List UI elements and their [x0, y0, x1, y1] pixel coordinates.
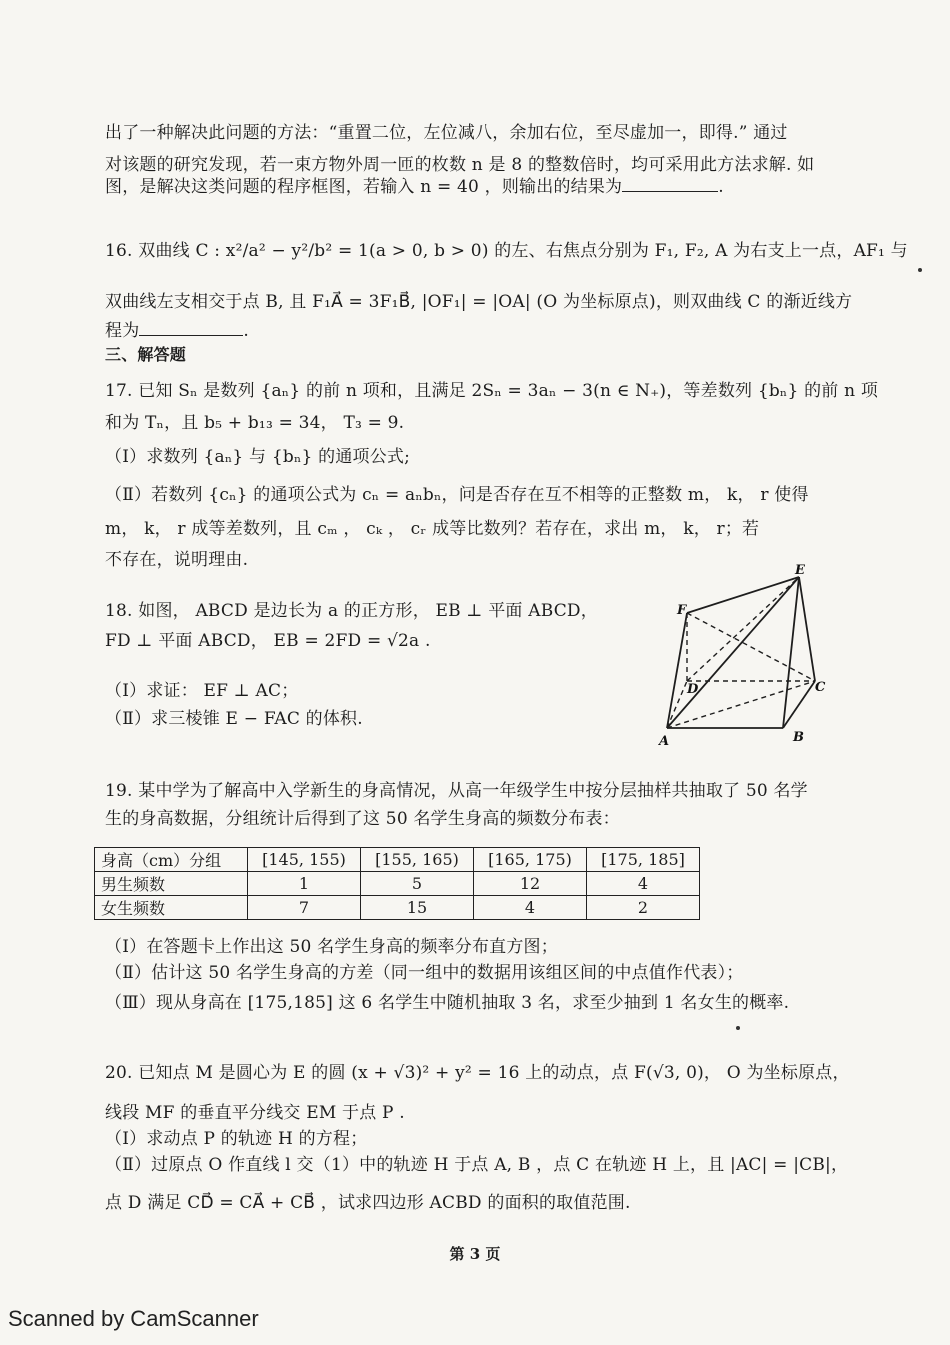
- q15-line-3-end: .: [718, 177, 724, 197]
- table-header-cell: [145, 155): [248, 848, 361, 872]
- q19-line-3: （Ⅰ）在答题卡上作出这 50 名学生身高的频率分布直方图；: [105, 937, 558, 957]
- edge-fc: [687, 613, 815, 681]
- scan-speck: [918, 268, 922, 272]
- section-heading: 三、解答题: [105, 345, 187, 364]
- frequency-table: [94, 847, 700, 920]
- label-a: A: [659, 734, 670, 748]
- table-cell: 4: [474, 896, 587, 920]
- q16-line-3-text: 程为: [105, 321, 140, 341]
- table-header-cell: [165, 175): [474, 848, 587, 872]
- table-cell: 7: [248, 896, 361, 920]
- q20-line-3: （Ⅰ）求动点 P 的轨迹 H 的方程；: [105, 1129, 368, 1149]
- q19-line-2: 生的身高数据，分组统计后得到了这 50 名学生身高的频数分布表：: [105, 809, 620, 829]
- q17-line-2: 和为 Tₙ，且 b₅ + b₁₃ = 34， T₃ = 9.: [105, 413, 405, 433]
- answer-blank: [622, 175, 718, 192]
- q20-line-5: 点 D 满足 CD⃗ = CA⃗ + CB⃗ ，试求四边形 ACBD 的面积的取值范围.: [105, 1193, 631, 1213]
- page-number: 第 3 页: [449, 1245, 501, 1263]
- q18-line-4: （Ⅱ）求三棱锥 E − FAC 的体积.: [105, 709, 363, 729]
- table-cell: 12: [474, 872, 587, 896]
- q15-line-1: 出了一种解决此问题的方法：“重置二位，左位减八，余加右位，至尽虚加一，即得.” 通过: [105, 123, 788, 143]
- table-cell: 2: [587, 896, 700, 920]
- q20-line-4: （Ⅱ）过原点 O 作直线 l 交（1）中的轨迹 H 于点 A, B ，点 C 在轨迹 H 上，且 |AC| = |CB|，: [105, 1155, 849, 1175]
- q17-line-4: （Ⅱ）若数列 {cₙ} 的通项公式为 cₙ = aₙbₙ，问是否存在互不相等的正整数 m， k， r 使得: [105, 485, 809, 505]
- table-cell: 男生频数: [95, 872, 248, 896]
- label-e: E: [795, 563, 805, 578]
- table-header-cell: [175, 185]: [587, 848, 700, 872]
- table-header-cell: [155, 165): [361, 848, 474, 872]
- answer-blank: [139, 319, 243, 336]
- q20-line-1: 20. 已知点 M 是圆心为 E 的圆 (x + √3)² + y² = 16 上的动点，点 F(√3, 0)， O 为坐标原点，: [105, 1063, 850, 1083]
- table-cell: 1: [248, 872, 361, 896]
- edge-af: [667, 613, 687, 728]
- q19-line-1: 19. 某中学为了解高中入学新生的身高情况，从高一年级学生中按分层抽样共抽取了 50 名学: [105, 781, 808, 801]
- q16-line-3-end: .: [243, 321, 250, 341]
- q16-line-2: 双曲线左支相交于点 B, 且 F₁A⃗ = 3F₁B⃗, |OF₁| = |OA| (O 为坐标原点)，则双曲线 C 的渐近线方: [105, 292, 853, 312]
- q18-line-2: FD ⊥ 平面 ABCD， EB = 2FD = √2a .: [105, 631, 431, 651]
- table-row: [95, 896, 700, 920]
- label-d: D: [687, 682, 699, 697]
- table-row: [95, 872, 700, 896]
- edge-eb: [783, 577, 799, 728]
- q17-line-3: （Ⅰ）求数列 {aₙ} 与 {bₙ} 的通项公式;: [105, 447, 411, 467]
- q20-line-2: 线段 MF 的垂直平分线交 EM 于点 P .: [105, 1103, 405, 1123]
- label-b: B: [793, 730, 804, 745]
- table-cell: 5: [361, 872, 474, 896]
- q17-line-5: m， k， r 成等差数列，且 cₘ ， cₖ ， cᵣ 成等比数列？若存在，求出 m， k， r；若: [105, 519, 760, 539]
- q18-line-3: （Ⅰ）求证： EF ⊥ AC；: [105, 681, 299, 701]
- edge-ec: [799, 577, 815, 681]
- q19-line-4: （Ⅱ）估计这 50 名学生身高的方差（同一组中的数据用该组区间的中点值作代表）；: [105, 963, 744, 983]
- edge-ad: [667, 681, 687, 728]
- q15-line-2: 对该题的研究发现，若一束方物外周一匝的枚数 n 是 8 的整数倍时，均可采用此方法求解. 如: [105, 155, 815, 175]
- q15-line-3-text: 图，是解决这类问题的程序框图，若输入 n = 40 ，则输出的结果为: [105, 177, 623, 197]
- label-f: F: [677, 603, 687, 618]
- table-cell: 15: [361, 896, 474, 920]
- q17-line-6: 不存在，说明理由.: [105, 550, 249, 570]
- q16-line-1: 16. 双曲线 C : x²/a² − y²/b² = 1(a > 0, b > 0) 的左、右焦点分别为 F₁, F₂, A 为右支上一点，AF₁ 与: [105, 241, 908, 261]
- table-header-cell: 身高（cm）分组: [95, 848, 248, 872]
- q18-line-1: 18. 如图， ABCD 是边长为 a 的正方形， EB ⊥ 平面 ABCD，: [105, 601, 598, 621]
- scanner-watermark: Scanned by CamScanner: [8, 1306, 259, 1331]
- edge-de: [687, 577, 799, 681]
- q15-line-3: [105, 172, 724, 197]
- pyramid-figure: [655, 563, 835, 748]
- q19-line-5: （Ⅲ）现从身高在 [175,185] 这 6 名学生中随机抽取 3 名，求至少抽到 1 名女生的概率.: [105, 993, 790, 1013]
- label-c: C: [815, 680, 826, 695]
- q17-line-1: 17. 已知 Sₙ 是数列 {aₙ} 的前 n 项和，且满足 2Sₙ = 3aₙ − 3(n ∈ N₊)，等差数列 {bₙ} 的前 n 项: [105, 381, 879, 401]
- scan-speck: [736, 1026, 740, 1030]
- table-header-row: [95, 848, 700, 872]
- q16-line-3: [105, 316, 249, 341]
- table-cell: 女生频数: [95, 896, 248, 920]
- table-cell: 4: [587, 872, 700, 896]
